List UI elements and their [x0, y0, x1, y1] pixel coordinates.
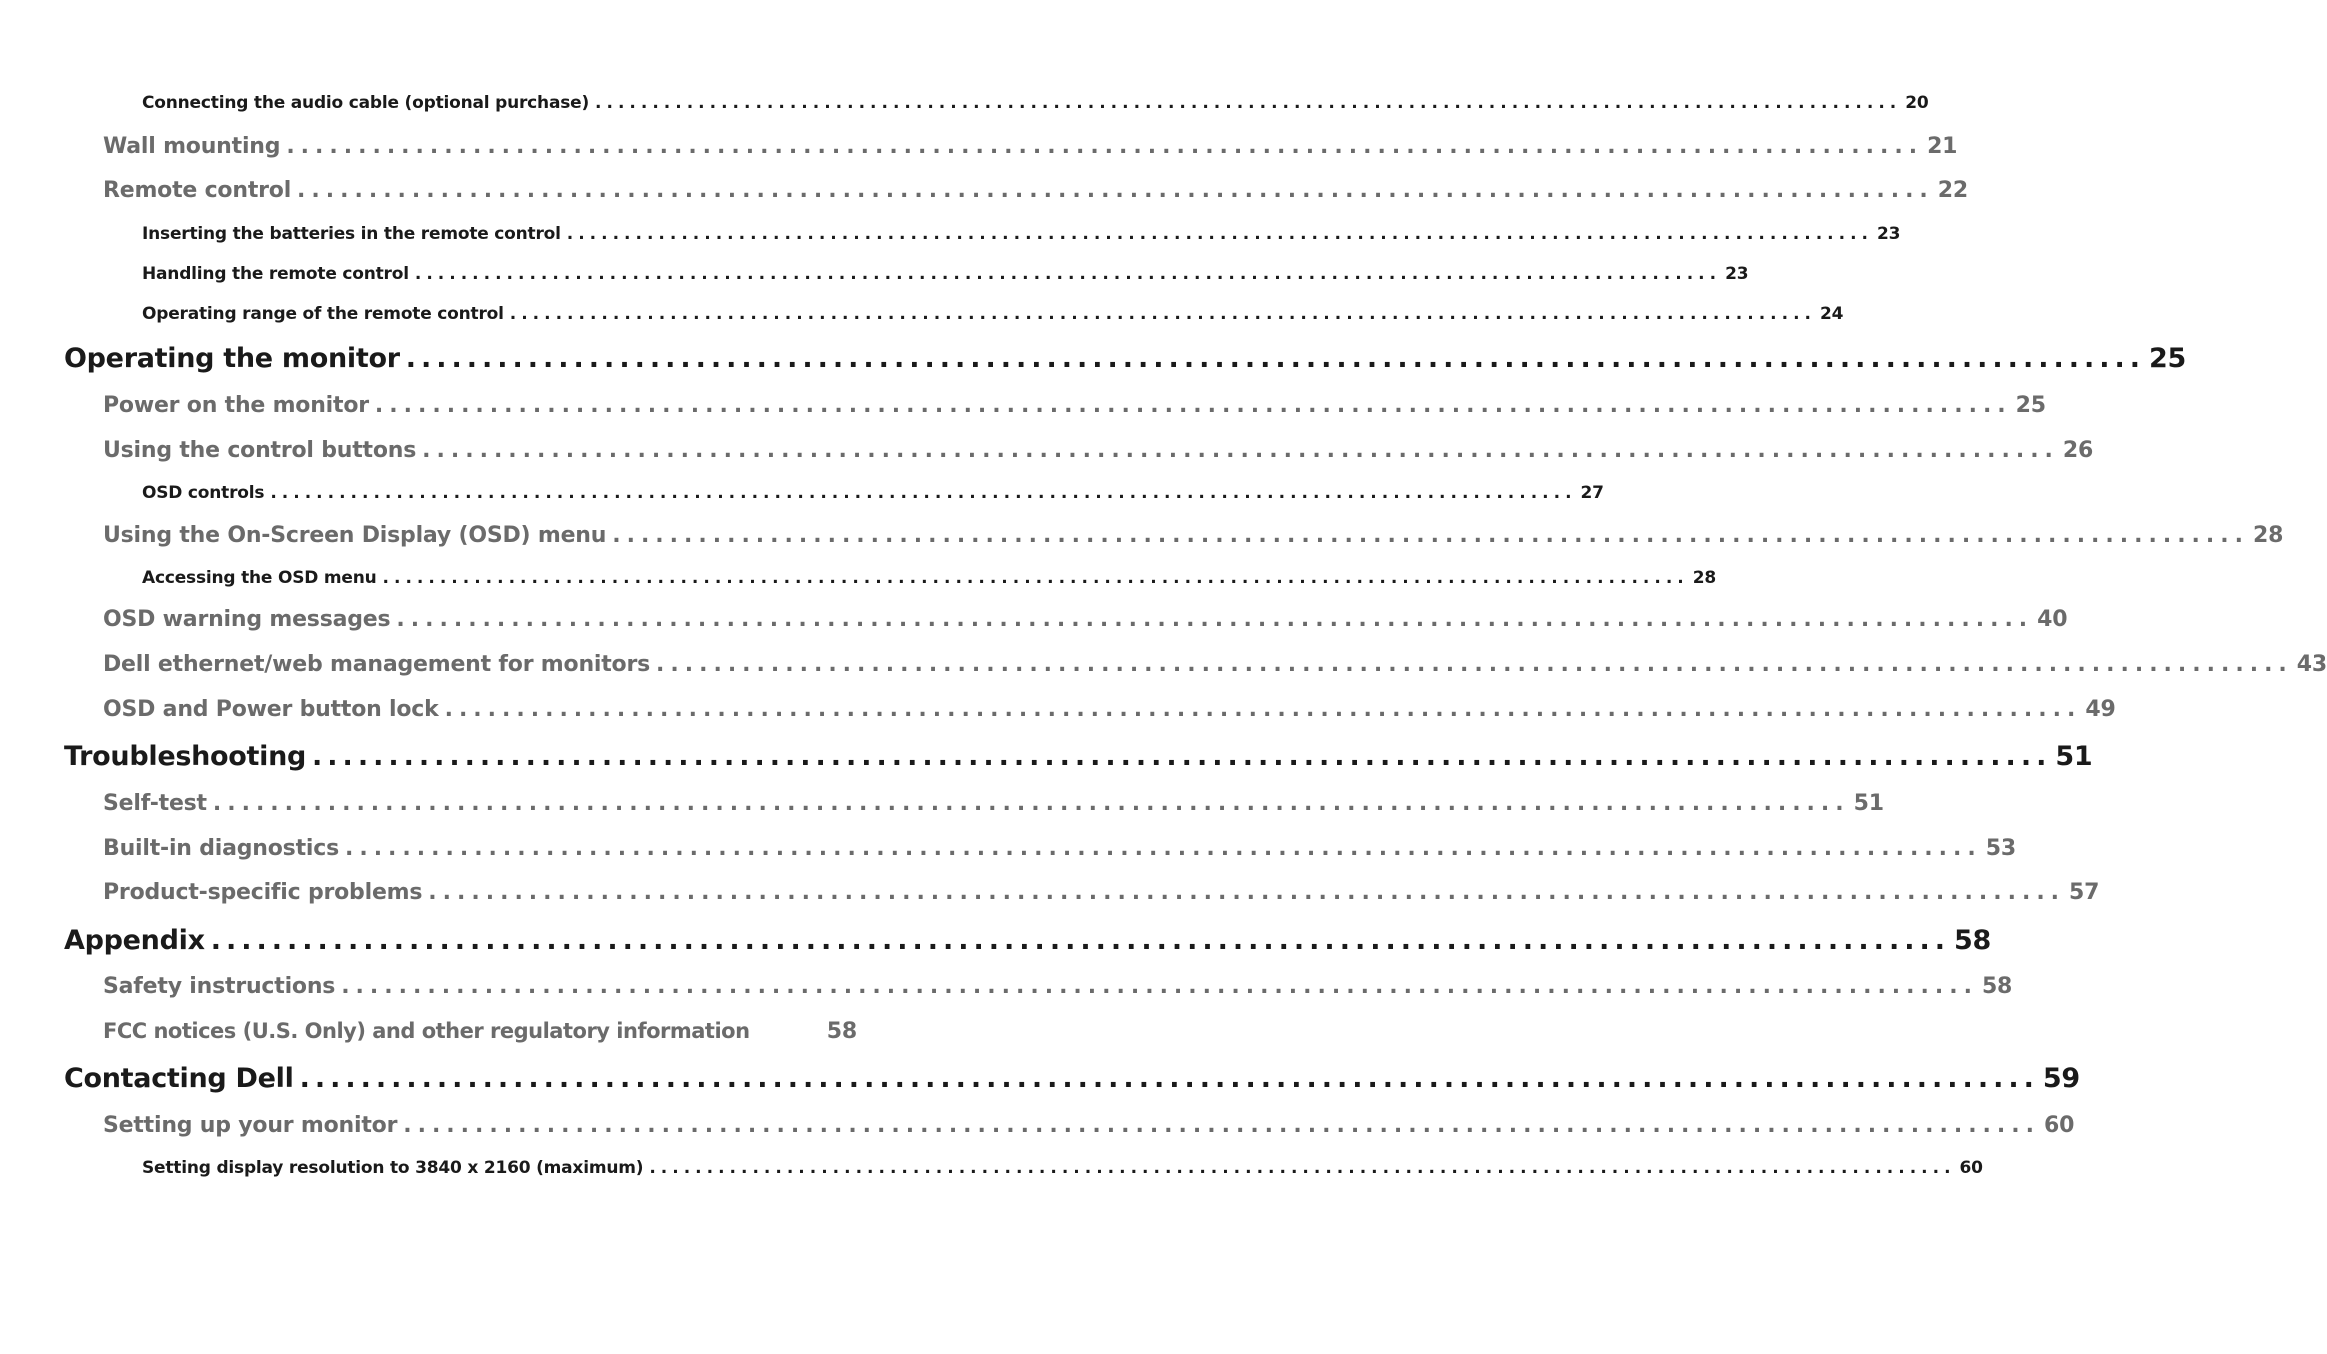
- toc-entry-title: Using the On-Screen Display (OSD) menu: [103, 523, 607, 548]
- toc-entry-title: Remote control: [103, 178, 292, 203]
- toc-entry-title: Appendix: [64, 925, 205, 956]
- dot-leader: ..................................................................................................................: [344, 836, 1982, 861]
- toc-entry-handling-remote[interactable]: [142, 264, 1749, 290]
- toc-entry-control-buttons[interactable]: [103, 438, 2094, 472]
- toc-entry-fcc-notices[interactable]: [103, 1019, 857, 1053]
- dot-leader: ..................................................................................................................: [341, 974, 1978, 999]
- toc-entry-power-on[interactable]: [103, 393, 2046, 427]
- toc-entry-page: 21: [1927, 134, 1958, 159]
- toc-entry-page: 60: [2043, 1113, 2075, 1138]
- toc-entry-title: Setting up your monitor: [103, 1113, 398, 1138]
- toc-entry-accessing-osd[interactable]: [142, 568, 1717, 594]
- dot-leader: ..................................................................................................................: [374, 393, 2012, 418]
- dot-leader: ..................................................................................................................: [299, 1063, 2039, 1094]
- toc-entry-osd-controls[interactable]: [142, 483, 1604, 509]
- toc-entry-title: Product-specific problems: [103, 880, 423, 905]
- toc-entry-setting-up-monitor[interactable]: [103, 1113, 2075, 1147]
- toc-entry-page: 24: [1819, 304, 1844, 324]
- toc-entry-title: OSD and Power button lock: [103, 697, 439, 722]
- toc-entry-product-problems[interactable]: [103, 880, 2100, 914]
- toc-entry-display-resolution[interactable]: [142, 1158, 1983, 1184]
- toc-entry-page: 58: [1953, 925, 1991, 956]
- dot-leader: ..................................................................................................................: [382, 568, 1689, 588]
- toc-entry-title: Contacting Dell: [64, 1063, 294, 1094]
- toc-entry-web-management[interactable]: [103, 652, 2327, 686]
- toc-entry-page: 59: [2042, 1063, 2080, 1094]
- toc-entry-title: Operating the monitor: [64, 343, 400, 374]
- toc-entry-wall-mounting[interactable]: [103, 134, 1958, 168]
- toc-entry-safety-instructions[interactable]: [103, 974, 2013, 1008]
- dot-leader: ..................................................................................................................: [212, 791, 1850, 816]
- toc-entry-page: 51: [1853, 791, 1884, 816]
- toc-entry-page: 58: [1981, 974, 2013, 999]
- toc-entry-title: OSD warning messages: [103, 607, 391, 632]
- toc-entry-connecting-audio-cable[interactable]: [142, 93, 1929, 119]
- toc-entry-title: Troubleshooting: [64, 741, 307, 772]
- toc-entry-title: Inserting the batteries in the remote control: [142, 224, 561, 244]
- toc-entry-page: 28: [2252, 523, 2284, 548]
- toc-entry-appendix[interactable]: [64, 925, 1991, 965]
- toc-entry-page: 40: [2037, 607, 2068, 632]
- dot-leader: ..................................................................................................................: [509, 304, 1816, 324]
- toc-entry-page: 22: [1937, 178, 1969, 203]
- toc-entry-title: Power on the monitor: [103, 393, 369, 418]
- toc-entry-page: 26: [2062, 438, 2094, 463]
- dot-leader: ..................................................................................................................: [595, 93, 1902, 113]
- toc-entry-page: 20: [1905, 93, 1929, 113]
- dot-leader: ..................................................................................................................: [312, 741, 2052, 772]
- toc-entry-title: Wall mounting: [103, 134, 281, 159]
- toc-entry-osd-menu[interactable]: [103, 523, 2284, 557]
- toc-entry-title: Dell ethernet/web management for monitors: [103, 652, 651, 677]
- dot-leader: ..................................................................................................................: [428, 880, 2066, 905]
- dot-leader: ..................................................................................................................: [270, 483, 1577, 503]
- toc-entry-button-lock[interactable]: [103, 697, 2116, 731]
- dot-leader: ..................................................................................................................: [422, 438, 2059, 463]
- dot-leader: ..................................................................................................................: [286, 134, 1924, 159]
- toc-entry-page: 23: [1876, 224, 1901, 244]
- toc-entry-troubleshooting[interactable]: [64, 741, 2093, 781]
- toc-entry-title: Handling the remote control: [142, 264, 409, 284]
- toc-entry-page: 27: [1580, 483, 1604, 503]
- toc-entry-page: 57: [2069, 880, 2100, 905]
- toc-entry-title: OSD controls: [142, 483, 265, 503]
- toc-entry-page: 49: [2085, 697, 2116, 722]
- toc-entry-page: 60: [1959, 1158, 1983, 1178]
- dot-leader: ..................................................................................................................: [649, 1158, 1956, 1178]
- dot-leader: ..................................................................................................................: [566, 224, 1873, 244]
- dot-leader: ..................................................................................................................: [656, 652, 2293, 677]
- dot-leader: ..................................................................................................................: [612, 523, 2249, 548]
- toc-entry-title: Safety instructions: [103, 974, 336, 999]
- toc-entry-operating-range[interactable]: [142, 304, 1844, 330]
- toc-entry-title: Self-test: [103, 791, 207, 816]
- toc-entry-osd-warning[interactable]: [103, 607, 2068, 641]
- toc-entry-page: 43: [2296, 652, 2327, 677]
- toc-entry-built-in-diagnostics[interactable]: [103, 836, 2016, 870]
- toc-entry-title: Operating range of the remote control: [142, 304, 504, 324]
- dot-leader: ..................................................................................................................: [403, 1113, 2040, 1138]
- toc-entry-page: 23: [1725, 264, 1749, 284]
- toc-entry-title: Using the control buttons: [103, 438, 417, 463]
- toc-entry-title: FCC notices (U.S. Only) and other regulatory information: [103, 1019, 750, 1043]
- dot-leader: ..................................................................................................................: [210, 925, 1950, 956]
- dot-leader: ..................................................................................................................: [297, 178, 1934, 203]
- dot-leader: ..................................................................................................................: [444, 697, 2082, 722]
- dot-leader: ..................................................................................................................: [405, 343, 2145, 374]
- toc-entry-inserting-batteries[interactable]: [142, 224, 1901, 250]
- dot-leader: ..................................................................................................................: [396, 607, 2034, 632]
- toc-entry-page: 25: [2015, 393, 2046, 418]
- dot-leader: ..................................................................................................................: [414, 264, 1722, 284]
- toc-entry-operating-the-monitor[interactable]: [64, 343, 2186, 383]
- toc-entry-title: Accessing the OSD menu: [142, 568, 377, 588]
- toc-entry-title: Setting display resolution to 3840 x 2160 (maximum): [142, 1158, 644, 1178]
- toc-entry-page: 58: [826, 1019, 857, 1044]
- toc-entry-remote-control[interactable]: [103, 178, 1969, 212]
- toc-entry-page: 51: [2055, 741, 2093, 772]
- toc-entry-title: Connecting the audio cable (optional purchase): [142, 93, 590, 113]
- toc-entry-contacting-dell[interactable]: [64, 1063, 2080, 1103]
- toc-entry-page: 25: [2149, 343, 2186, 374]
- toc-entry-title: Built-in diagnostics: [103, 836, 339, 861]
- toc-entry-self-test[interactable]: [103, 791, 1884, 825]
- toc-entry-page: 53: [1985, 836, 2016, 861]
- toc-entry-page: 28: [1692, 568, 1717, 588]
